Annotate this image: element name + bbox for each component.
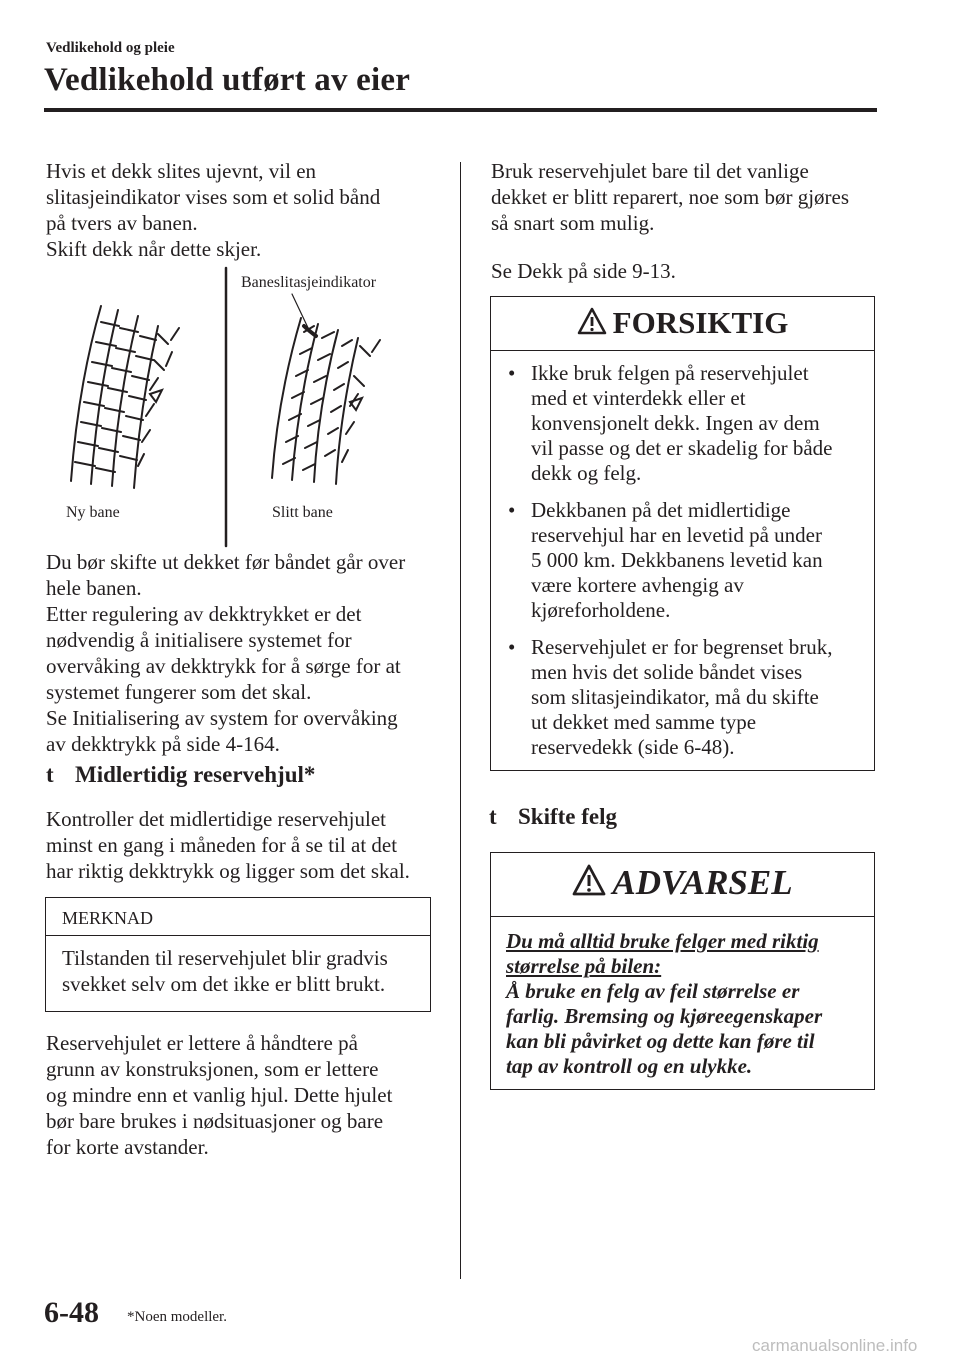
final-paragraph: Reservehjulet er lettere å håndtere på grunn av konstruksjonen, som er lettere og mindre enn et vanlig hjul. Dette hjulet bør bare brukes i nødsituasjoner og bare for korte avstander.	[46, 1031, 393, 1159]
after-figure-paragraph: Du bør skifte ut dekket før båndet går over hele banen. Etter regulering av dekktrykket er det nødvendig å initialisere systemet for overvåking av dekktrykk for å sørge for at systemet fungerer som det skal. Se Initialisering av system for overvåking av dekktrykk på side 4-164.	[46, 550, 406, 756]
warning-triangle-icon	[572, 864, 606, 896]
footnote: *Noen modeller.	[127, 1309, 227, 1325]
page-number: 6-48	[44, 1296, 99, 1329]
list-item: • Ikke bruk felgen på reservehjulet med et vinterdekk eller et konvensjonelt dekk. Ingen av dem vil passe og det er skadelig for både dekk og felg.	[508, 361, 833, 485]
note-body: Tilstanden til reservehjulet blir gradvis svekket selv om det ikke er blitt brukt.	[62, 946, 388, 996]
warning-triangle-icon	[577, 307, 607, 335]
caution-header	[491, 297, 874, 351]
page-title: Vedlikehold utført av eier	[44, 62, 411, 98]
note-box	[45, 897, 431, 1012]
caution-title: FORSIKTIG	[612, 305, 789, 340]
watermark: carmanualsonline.info	[752, 1336, 918, 1355]
caution-box	[490, 296, 875, 771]
tread-wear-figure	[46, 266, 446, 548]
caution-list	[491, 351, 874, 760]
warning-box	[490, 852, 875, 1090]
column-divider	[460, 162, 461, 1279]
section-label: Vedlikehold og pleie	[46, 40, 175, 56]
spare-wheel-heading: t Midlertidig reservehjul*	[46, 762, 316, 787]
label-new-tread: Ny bane	[66, 504, 120, 521]
warning-header	[491, 853, 874, 917]
label-wear-indicator: Baneslitasjeindikator	[241, 274, 377, 291]
label-worn-tread: Slitt bane	[272, 504, 333, 521]
intro-paragraph: Hvis et dekk slites ujevnt, vil en slitasjeindikator vises som et solid bånd på tvers av banen. Skift dekk når dette skjer.	[46, 159, 381, 261]
list-item: • Dekkbanen på det midlertidige reservehjul har en levetid på under 5 000 km. Dekkbanens levetid kan være kortere avhengig av kjøreforholdene.	[508, 498, 823, 622]
right-intro-paragraph: Bruk reservehjulet bare til det vanlige dekket er blitt reparert, noe som bør gjøres så snart som mulig.	[491, 159, 850, 235]
rim-heading: t Skifte felg	[489, 804, 618, 829]
note-title: MERKNAD	[46, 898, 430, 936]
title-rule	[44, 108, 877, 112]
spare-wheel-paragraph: Kontroller det midlertidige reservehjulet minst en gang i måneden for å se til at det har riktig dekktrykk og ligger som det skal.	[46, 807, 410, 883]
warning-body: Du må alltid bruke felger med riktig størrelse på bilen: Å bruke en felg av feil størrelse er farlig. Bremsing og kjøreegenskaper kan bli påvirket og dette kan føre til tap av kontroll og en ulykke.	[506, 929, 823, 1078]
warning-title: ADVARSEL	[612, 863, 793, 902]
see-reference: Se Dekk på side 9-13.	[491, 259, 676, 283]
list-item: • Reservehjulet er for begrenset bruk, men hvis det solide båndet vises som slitasjeindikator, må du skifte ut dekket med samme type reservedekk (side 6-48).	[508, 635, 833, 759]
